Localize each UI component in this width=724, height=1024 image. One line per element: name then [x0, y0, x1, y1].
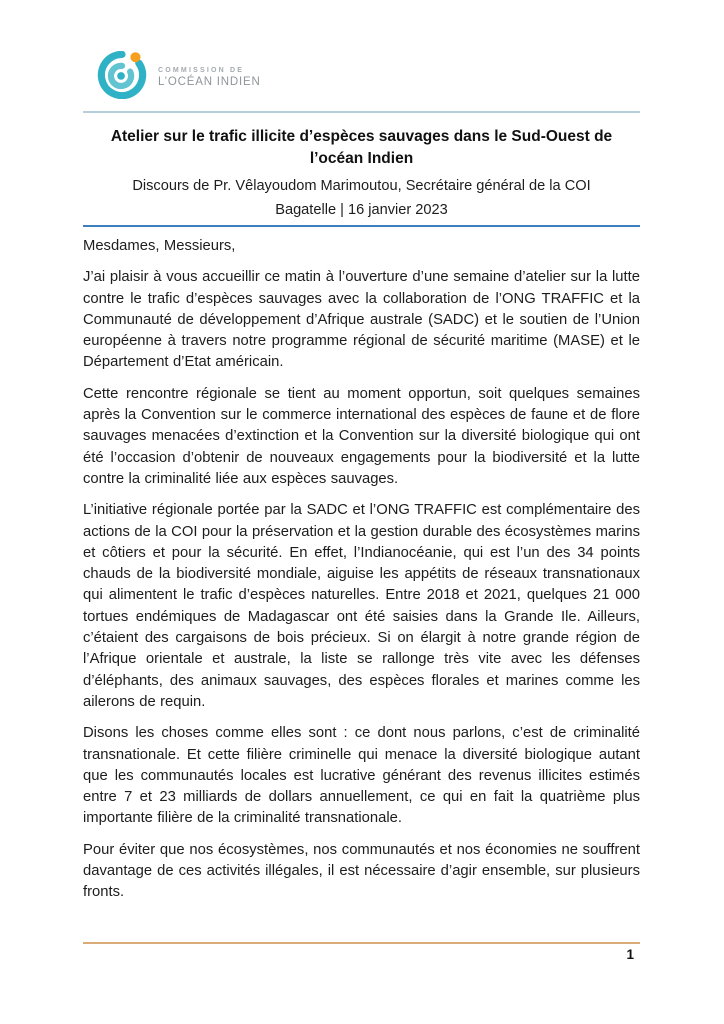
footer-divider: [83, 942, 640, 944]
page-number: 1: [626, 947, 634, 962]
header-divider-bottom: [83, 225, 640, 227]
document-body: [83, 236, 640, 904]
body-paragraph-5: Pour éviter que nos écosystèmes, nos communautés et nos économies ne souffrent davantage de ces activités illégales, il est nécessaire d’agir ensemble, sur plusieurs fronts.: [83, 841, 640, 901]
body-paragraph-4: Disons les choses comme elles sont : ce dont nous parlons, c’est de criminalité transnationale. Et cette filière criminelle qui menace la diversité biologique autant que les communautés locales est lucrative générant des revenus illicites estimés entre 7 et 23 milliards de dollars annuellement, ce qui en fait la quatrième plus importante filière de la criminalité transnationale.: [83, 725, 640, 827]
header-divider-top: [83, 111, 640, 113]
coi-logo: [97, 52, 640, 102]
document-header: [83, 52, 640, 227]
document-subtitle: Discours de Pr. Vêlayoudom Marimoutou, Secrétaire général de la COI: [132, 178, 591, 194]
logo-org-name-bottom: L’OCÉAN INDIEN: [158, 75, 261, 88]
body-paragraph-2: Cette rencontre régionale se tient au moment opportun, soit quelques semaines après la Convention sur le commerce international des espèces de faune et de flore sauvages menacées d’extinction et la Convention sur la diversité biologique qui ont été l’occasion d’obtenir de nouveaux engagements pour la biodiversité et la lutte contre la criminalité liée aux espèces sauvages.: [83, 385, 640, 487]
body-paragraph-3: L’initiative régionale portée par la SADC et l’ONG TRAFFIC est complémentaire des actions de la COI pour la préservation et la gestion durable des écosystèmes marins et côtiers et pour la sécurité. En effet, l’Indianocéanie, qui est l’un des 34 points chauds de la biodiversité mondiale, aiguise les appétits de réseaux transnationaux qui alimentent le trafic d’espèces naturelles. Entre 2018 et 2021, quelques 21 000 tortues endémiques de Madagascar ont été saisies dans la Grande Ile. Ailleurs, c’étaient des cargaisons de bois précieux. Si on élargit à notre grande région de l’Afrique orientale et australe, la liste se rallonge très vite avec les défenses d’éléphants, des animaux sauvages, des espèces florales et marines comme les ailerons de requin.: [83, 502, 640, 710]
document-dateline: Bagatelle | 16 janvier 2023: [275, 202, 448, 218]
document-footer: [83, 942, 640, 962]
coi-logo-spiral-icon: [97, 51, 147, 104]
logo-org-name-top: COMMISSION DE: [158, 66, 245, 74]
salutation-paragraph: Mesdames, Messieurs,: [83, 238, 236, 254]
document-title: Atelier sur le trafic illicite d’espèces sauvages dans le Sud-Ouest de l’océan Indien: [110, 128, 613, 167]
coi-logo-text: [158, 67, 261, 88]
body-paragraph-1: J’ai plaisir à vous accueillir ce matin à l’ouverture d’une semaine d’atelier sur la lutte contre le trafic d’espèces sauvages avec la collaboration de l’ONG TRAFFIC et la Communauté de développement d’Afrique australe (SADC) et le soutien de l’Union européenne à travers notre programme régional de sécurité maritime (MASE) et le Département d’Etat américain.: [83, 269, 640, 371]
